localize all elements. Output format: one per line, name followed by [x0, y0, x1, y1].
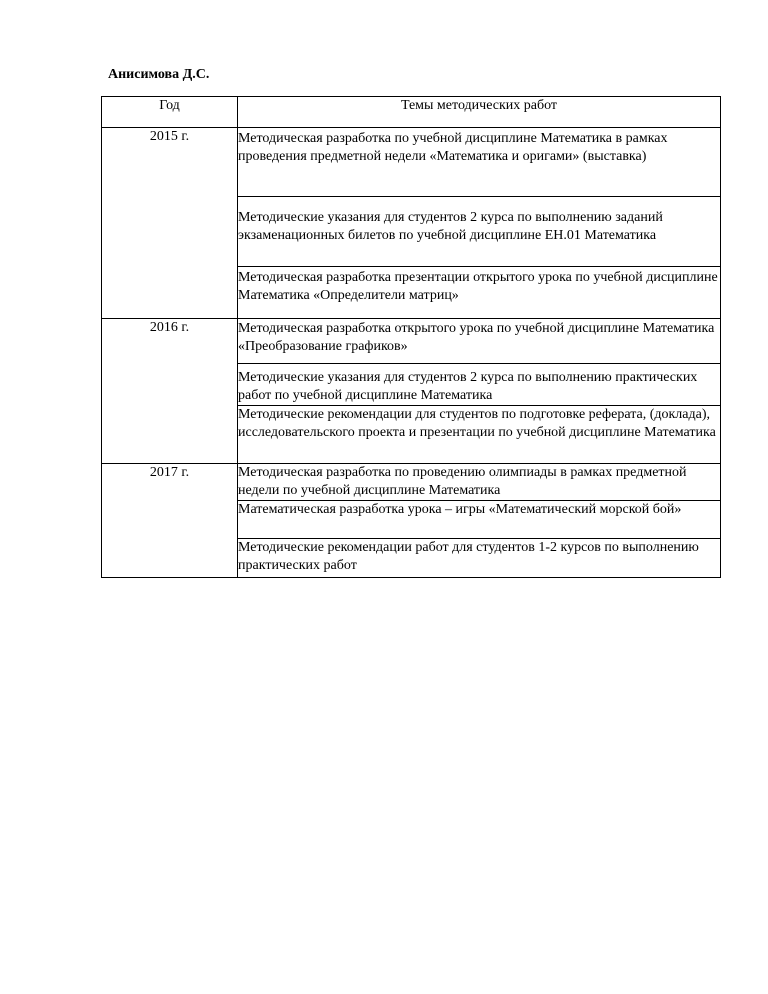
topic-cell: Методическая разработка открытого урока по учебной дисциплине Математика «Преобразование графиков»: [238, 319, 721, 364]
author-name: Анисимова Д.С.: [108, 67, 210, 82]
topic-cell: Методическая разработка по учебной дисциплине Математика в рамках проведения предметной недели «Математика и оригами» (выставка): [238, 128, 721, 197]
header-topic: Темы методических работ: [238, 97, 721, 128]
topic-cell: Методические указания для студентов 2 курса по выполнению заданий экзаменационных билетов по учебной дисциплине ЕН.01 Математика: [238, 197, 721, 267]
topic-cell: Методические рекомендации работ для студентов 1-2 курсов по выполнению практических работ: [238, 539, 721, 578]
methodical-works-table: [101, 96, 721, 578]
header-year: Год: [102, 97, 238, 128]
table-row: [102, 464, 721, 501]
table-row: [102, 319, 721, 364]
topic-cell: Методические рекомендации для студентов по подготовке реферата, (доклада), исследовательского проекта и презентации по учебной дисциплине Математика: [238, 406, 721, 464]
table-row: [102, 128, 721, 197]
topic-cell: Методическая разработка по проведению олимпиады в рамках предметной недели по учебной дисциплине Математика: [238, 464, 721, 501]
topic-cell: Методические указания для студентов 2 курса по выполнению практических работ по учебной дисциплине Математика: [238, 364, 721, 406]
year-cell-2017: 2017 г.: [102, 464, 238, 578]
year-cell-2015: 2015 г.: [102, 128, 238, 319]
topic-cell: Методическая разработка презентации открытого урока по учебной дисциплине Математика «Определители матриц»: [238, 267, 721, 319]
year-cell-2016: 2016 г.: [102, 319, 238, 464]
table-header-row: [102, 97, 721, 128]
topic-cell: Математическая разработка урока – игры «Математический морской бой»: [238, 501, 721, 539]
